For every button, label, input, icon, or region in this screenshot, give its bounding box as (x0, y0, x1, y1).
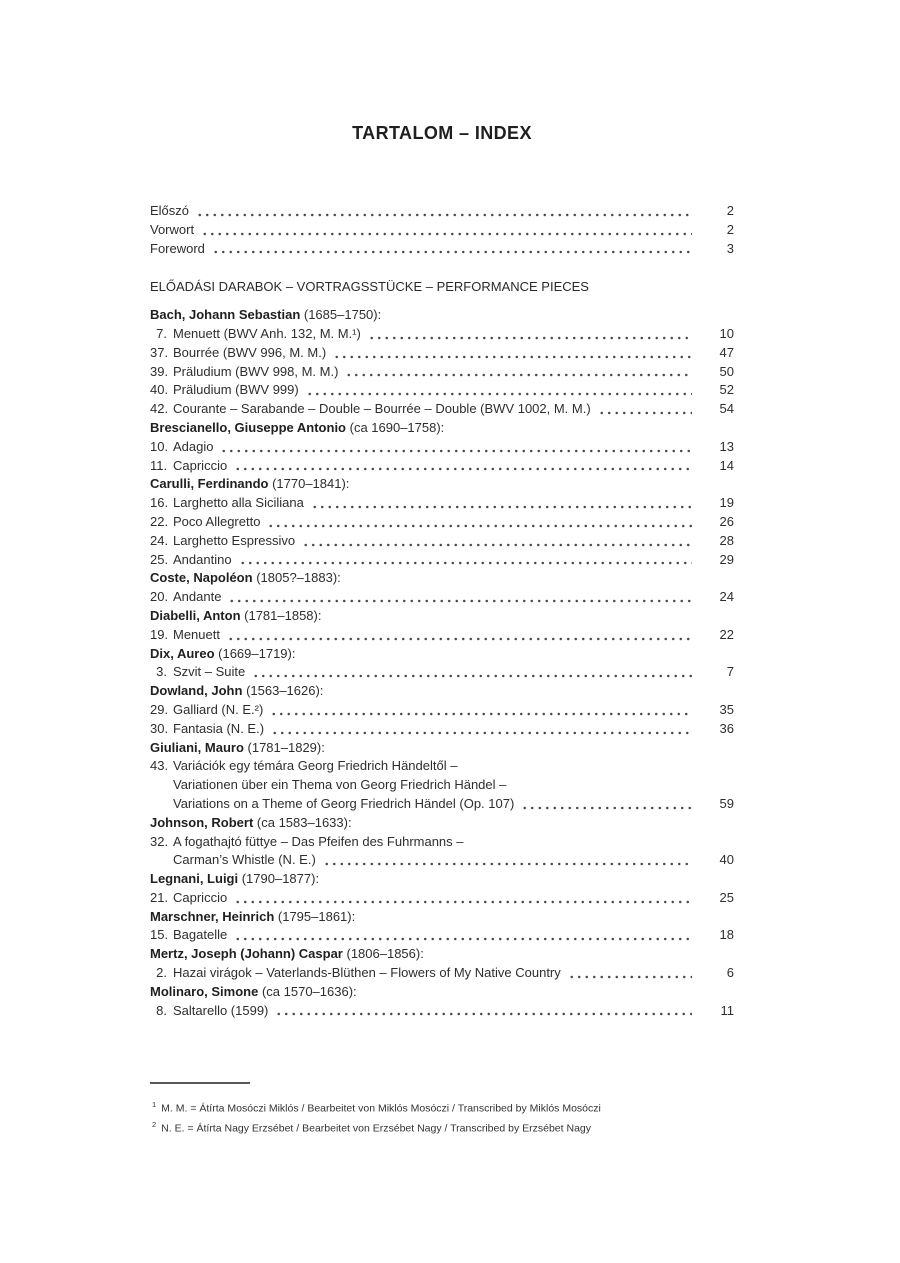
piece-number: 29. (150, 701, 169, 717)
page-number: 29 (719, 551, 734, 567)
piece-title: Carman’s Whistle (N. E.) (173, 852, 316, 868)
piece-row (150, 720, 734, 739)
dot-leader (596, 400, 692, 419)
piece-title: Präludium (BWV 998, M. M.) (173, 363, 339, 379)
piece-title: Präludium (BWV 999) (173, 382, 299, 398)
piece-number: 11. (150, 457, 168, 473)
piece-title: Variationen über ein Thema von Georg Friedrich Händel – (173, 777, 507, 793)
composer-list (150, 306, 734, 1020)
composer-heading (150, 475, 734, 494)
page-number: 11 (720, 1002, 734, 1018)
dot-leader (343, 363, 692, 382)
dot-leader (269, 720, 692, 739)
composer-name: Dix, Aureo (150, 645, 215, 661)
composer-dates: (ca 1570–1636): (258, 983, 357, 999)
piece-number: 16. (150, 495, 169, 511)
composer-dates: (1669–1719): (214, 645, 296, 661)
page-number: 54 (719, 401, 734, 417)
piece-number: 30. (150, 720, 169, 736)
piece-row (150, 1002, 734, 1021)
composer-name: Mertz, Joseph (Johann) Caspar (150, 946, 343, 962)
dot-leader (237, 551, 692, 570)
page-number: 19 (719, 495, 734, 511)
piece-row (150, 363, 734, 382)
page-number: 36 (719, 720, 734, 736)
page-number: 6 (726, 965, 734, 981)
composer-heading (150, 682, 734, 701)
page-number: 22 (719, 626, 734, 642)
composer-heading (150, 983, 734, 1002)
dot-leader (194, 202, 692, 221)
footnote-marker: 2 (152, 1119, 157, 1129)
piece-row (150, 400, 734, 419)
dot-leader (566, 964, 692, 983)
composer-dates: (1781–1858): (240, 607, 322, 623)
dot-leader (210, 240, 692, 259)
piece-number: 3. (156, 664, 167, 680)
piece-title: Variations on a Theme of Georg Friedrich Händel (Op. 107) (173, 795, 515, 811)
piece-row (150, 701, 734, 720)
piece-title: Poco Allegretto (173, 513, 261, 529)
piece-row (150, 851, 734, 870)
piece-row (150, 457, 734, 476)
composer-name: Giuliani, Mauro (150, 739, 244, 755)
composer-name: Coste, Napoléon (150, 570, 253, 586)
page-number: 13 (719, 438, 734, 454)
page-number: 14 (719, 457, 734, 473)
page-number: 35 (719, 701, 734, 717)
piece-number: 10. (150, 438, 169, 454)
dot-leader (273, 1002, 692, 1021)
dot-leader (232, 889, 692, 908)
dot-leader (232, 457, 692, 476)
piece-number: 19. (150, 626, 169, 642)
dot-leader (309, 494, 692, 513)
composer-heading (150, 569, 734, 588)
dot-leader (304, 381, 692, 400)
footnote-marker: 1 (152, 1100, 157, 1109)
footnote-list (150, 1097, 734, 1136)
front-matter-row (150, 202, 734, 221)
piece-title: Andantino (173, 551, 232, 567)
front-matter-row (150, 221, 734, 240)
page-number: 25 (719, 889, 734, 905)
piece-title: Bourrée (BWV 996, M. M.) (173, 344, 327, 360)
piece-row (150, 513, 734, 532)
composer-heading (150, 419, 734, 438)
composer-name: Molinaro, Simone (150, 983, 259, 999)
footnote-divider (150, 1082, 250, 1084)
dot-leader (366, 325, 692, 344)
piece-title: Szvit – Suite (173, 664, 246, 680)
piece-number: 8. (156, 1002, 167, 1018)
page-number: 18 (719, 927, 734, 943)
composer-heading (150, 814, 734, 833)
piece-row (150, 532, 734, 551)
piece-title: Menuett (173, 626, 220, 642)
page-number: 2 (726, 203, 734, 218)
footnote-row (150, 1117, 734, 1137)
composer-dates: (1806–1856): (342, 946, 424, 962)
page-column (150, 0, 734, 1020)
front-matter-label: Foreword (150, 240, 205, 256)
dot-leader (199, 221, 692, 240)
composer-heading (150, 645, 734, 664)
piece-number: 20. (150, 589, 169, 605)
piece-row (150, 889, 734, 908)
dot-leader (331, 344, 692, 363)
dot-leader (300, 532, 692, 551)
piece-title: Andante (173, 589, 222, 605)
piece-row (150, 964, 734, 983)
front-matter-row (150, 240, 734, 259)
dot-leader (226, 588, 692, 607)
piece-title: Fantasia (N. E.) (173, 720, 265, 736)
composer-heading (150, 945, 734, 964)
composer-name: Diabelli, Anton (150, 607, 241, 623)
composer-dates: (1805?–1883): (252, 570, 341, 586)
composer-name: Brescianello, Giuseppe Antonio (150, 419, 346, 435)
piece-row (150, 551, 734, 570)
composer-dates: (1770–1841): (268, 476, 350, 492)
piece-title: Bagatelle (173, 927, 228, 943)
page-number: 40 (719, 852, 734, 868)
piece-title: Larghetto Espressivo (173, 532, 296, 548)
footnote-text: N. E. = Átírta Nagy Erzsébet / Bearbeitet von Erzsébet Nagy / Transcribed by Erzsébet Nagy (161, 1122, 591, 1134)
piece-number: 37. (150, 344, 169, 360)
composer-name: Dowland, John (150, 683, 243, 699)
front-matter-label: Vorwort (150, 221, 195, 237)
composer-name: Bach, Johann Sebastian (150, 307, 301, 323)
piece-number: 40. (150, 382, 169, 398)
page-title: TARTALOM – INDEX (352, 123, 532, 143)
dot-leader (268, 701, 692, 720)
composer-name: Johnson, Robert (150, 814, 254, 830)
piece-title: Capriccio (173, 889, 228, 905)
piece-number: 7. (156, 325, 167, 341)
piece-row (150, 795, 734, 814)
page-number: 26 (719, 513, 734, 529)
piece-title: A fogathajtó füttye – Das Pfeifen des Fuhrmanns – (173, 833, 464, 849)
piece-title: Courante – Sarabande – Double – Bourrée – Double (BWV 1002, M. M.) (173, 401, 591, 417)
piece-row (150, 926, 734, 945)
page-number: 50 (719, 363, 734, 379)
piece-row (150, 663, 734, 682)
piece-title: Larghetto alla Siciliana (173, 495, 304, 511)
piece-number: 24. (150, 532, 169, 548)
page-number: 24 (719, 589, 734, 605)
piece-row (150, 588, 734, 607)
composer-heading (150, 908, 734, 927)
piece-number: 25. (150, 551, 169, 567)
piece-title: Menuett (BWV Anh. 132, M. M.¹) (173, 325, 361, 341)
page-number: 59 (719, 795, 734, 811)
piece-row (150, 833, 734, 852)
composer-heading (150, 607, 734, 626)
piece-row (150, 381, 734, 400)
page-number: 7 (726, 664, 734, 680)
page-number: 2 (726, 221, 734, 237)
dot-leader (225, 626, 692, 645)
piece-number: 32. (150, 833, 169, 849)
front-matter-list (150, 202, 734, 258)
piece-row (150, 494, 734, 513)
composer-heading (150, 739, 734, 758)
piece-number: 39. (150, 363, 169, 379)
piece-row (150, 776, 734, 795)
piece-title: Hazai virágok – Vaterlands-Blüthen – Flowers of My Native Country (173, 965, 561, 981)
composer-dates: (1563–1626): (242, 683, 324, 699)
piece-number: 22. (150, 513, 169, 529)
composer-dates: (1795–1861): (274, 908, 356, 924)
composer-heading (150, 870, 734, 889)
page-number: 52 (719, 382, 734, 398)
composer-dates: (1685–1750): (300, 307, 382, 323)
composer-name: Carulli, Ferdinando (150, 476, 269, 492)
composer-name: Marschner, Heinrich (150, 908, 275, 924)
piece-title: Adagio (173, 438, 214, 454)
composer-dates: (ca 1583–1633): (253, 814, 352, 830)
piece-number: 43. (150, 758, 169, 774)
dot-leader (250, 663, 692, 682)
dot-leader (265, 513, 692, 532)
footnote-text: M. M. = Átírta Mosóczi Miklós / Bearbeitet von Miklós Mosóczi / Transcribed by Miklós Mosóczi (161, 1102, 601, 1115)
front-matter-label: Előszó (150, 203, 190, 218)
composer-name: Legnani, Luigi (150, 871, 239, 887)
page-number: 47 (719, 344, 734, 360)
piece-row (150, 757, 734, 776)
dot-leader (232, 926, 692, 945)
piece-title: Galliard (N. E.²) (173, 701, 264, 717)
piece-title: Variációk egy témára Georg Friedrich Händeltől – (173, 758, 458, 774)
piece-row (150, 344, 734, 363)
piece-number: 15. (150, 927, 169, 943)
dot-leader (321, 851, 692, 870)
dot-leader (519, 795, 692, 814)
dot-leader (218, 438, 692, 457)
composer-dates: (1781–1829): (243, 739, 325, 755)
composer-heading (150, 306, 734, 325)
piece-title: Saltarello (1599) (173, 1002, 269, 1018)
composer-dates: (ca 1690–1758): (346, 419, 445, 435)
page-number: 3 (726, 240, 734, 256)
section-heading: ELŐADÁSI DARABOK – VORTRAGSSTÜCKE – PERFORMANCE PIECES (150, 279, 589, 295)
piece-title: Capriccio (173, 457, 228, 473)
composer-dates: (1790–1877): (238, 871, 320, 887)
piece-number: 42. (150, 401, 169, 417)
footnote-row (150, 1097, 734, 1117)
piece-number: 2. (156, 965, 167, 981)
piece-number: 21. (150, 889, 169, 905)
page-number: 10 (719, 325, 734, 341)
piece-row (150, 325, 734, 344)
piece-row (150, 438, 734, 457)
footnotes-block (150, 1082, 734, 1136)
piece-row (150, 626, 734, 645)
page-number: 28 (719, 532, 734, 548)
